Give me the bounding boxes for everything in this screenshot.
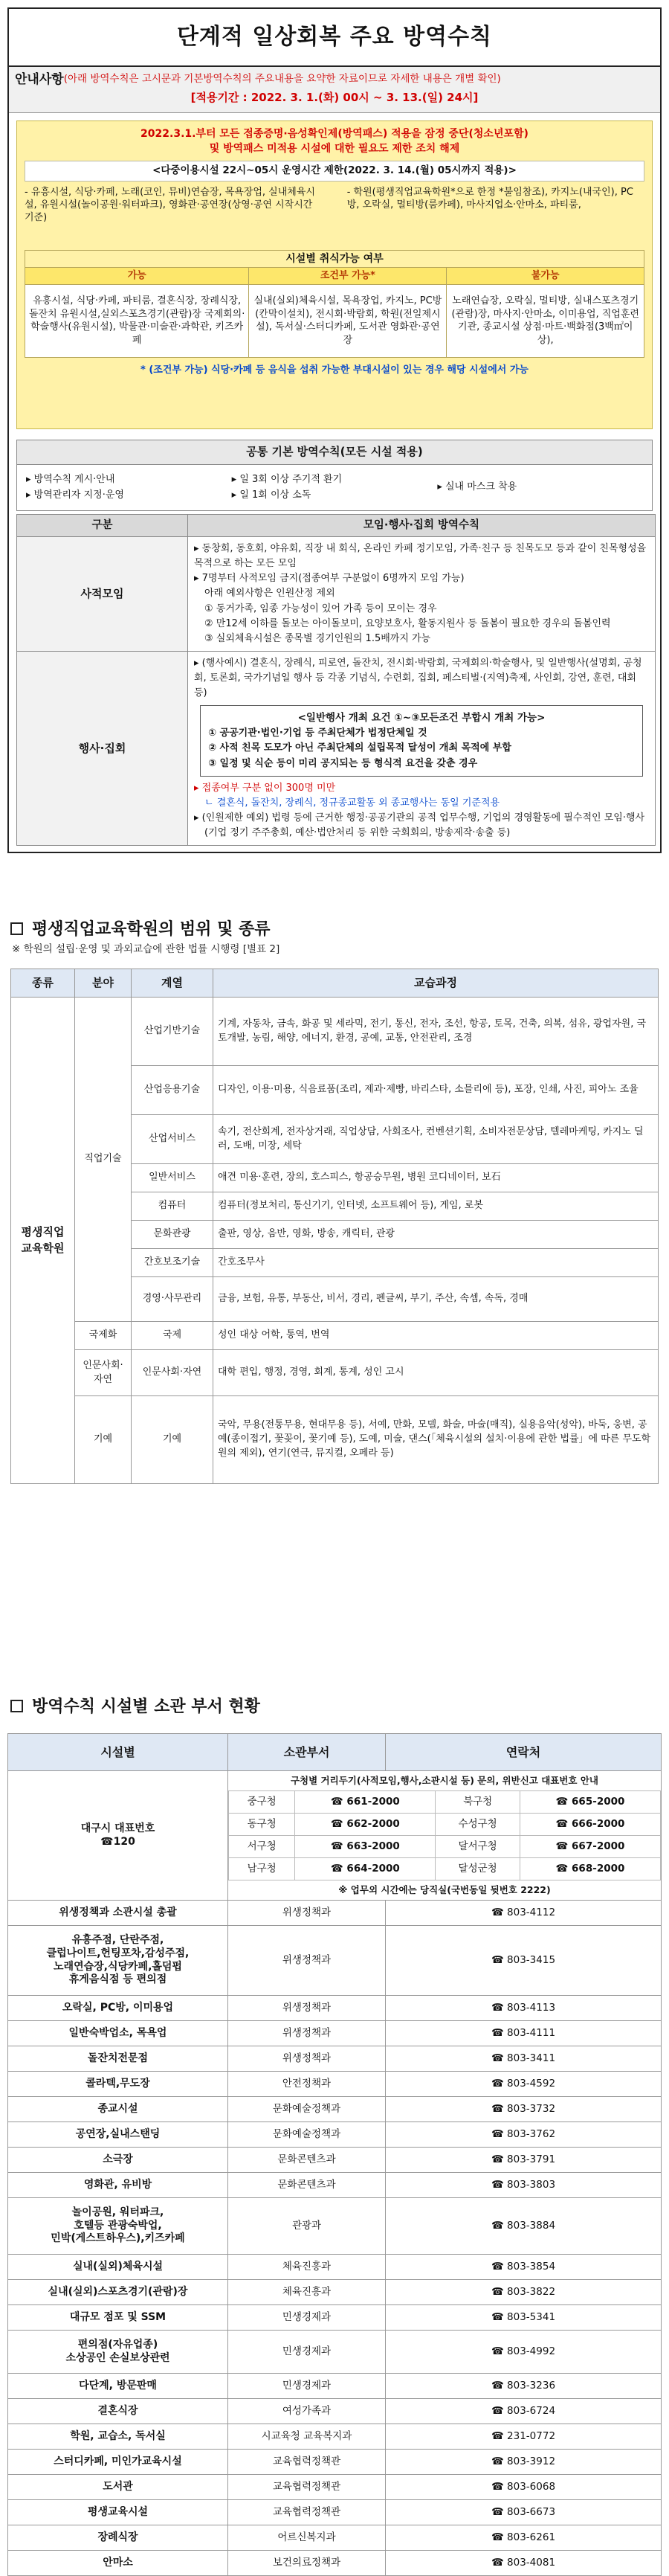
eating-table: [25, 250, 644, 358]
district-phone[interactable]: ☎ 667-2000: [520, 1836, 660, 1858]
phone-cell[interactable]: ☎ 231-0772: [386, 2424, 662, 2450]
notice-head: 안내사항: [15, 72, 64, 87]
facility-cell: 도서관: [8, 2475, 228, 2500]
department-cell: 교육협력정책관: [228, 2500, 386, 2525]
facility-cell: 스터디카페, 미인가교육시설: [8, 2450, 228, 2475]
rule-line: ▸ 7명부터 사적모임 금지(접종여부 구분없이 6명까지 모임 가능): [194, 573, 465, 585]
rule-line: ▸ 접종여부 구분 없이 300명 미만: [194, 782, 336, 794]
th-facility: 시설별: [8, 1734, 228, 1771]
dept-row: [8, 2122, 662, 2148]
col-not-allowed: 불가능: [447, 268, 644, 284]
course-cell: 기계, 자동차, 금속, 화공 및 세라믹, 전기, 통신, 전자, 조선, 항공, 토목, 건축, 의복, 섬유, 광업자원, 국토개발, 농림, 해양, 에너지, 환경, 공예, 교통, 안전관리, 조경: [213, 998, 659, 1066]
field-cell: 국제화: [75, 1322, 132, 1350]
course-cell: 속기, 전산회계, 전자상거래, 직업상담, 사회조사, 컨벤션기획, 소비자전문상담, 텔레마케팅, 카지노 딜러, 도배, 미장, 세탁: [213, 1115, 659, 1164]
department-cell: 문화예술정책과: [228, 2097, 386, 2122]
dept-row: [8, 2500, 662, 2525]
rule-line: ▸ (인원제한 예외) 법령 등에 근거한 행정·공공기관의 공적 업무수행, 기업의 경영활동에 필수적인 모임·행사: [194, 812, 645, 824]
district-name: 수성구청: [436, 1814, 520, 1836]
dept-row: [8, 2475, 662, 2500]
th-series: 계열: [132, 969, 213, 998]
common-item: ▸ 방역관리자 지정·운영: [26, 489, 124, 501]
phone-cell[interactable]: ☎ 803-3822: [386, 2280, 662, 2305]
district-phone[interactable]: ☎ 663-2000: [295, 1836, 436, 1858]
eating-table-caption: 시설별 취식가능 여부: [25, 251, 644, 268]
facility-cell: 종교시설: [8, 2097, 228, 2122]
district-name: 남구청: [229, 1858, 295, 1880]
limit-right: - 학원(평생직업교육학원*으로 한정 *불임참조), 카지노(내국인), PC방, 오락실, 멀티방(룸카페), 마사지업소·안마소, 파티룸,: [346, 187, 633, 211]
academy-scope-table: [10, 969, 659, 1484]
rule-line: ▸ 동창회, 동호회, 야유회, 직장 내 회식, 온라인 카페 정기모임, 가족·친구 등 친목도모 등과 같이 친목형성을 목적으로 하는 모든 모임: [194, 543, 647, 570]
district-name: 달서구청: [436, 1836, 520, 1858]
notice-text: (아래 방역수칙은 고시문과 기본방역수칙의 주요내용을 요약한 자료이므로 자세한 내용은 개별 확인): [63, 73, 501, 85]
district-name: 중구청: [229, 1791, 295, 1814]
event-box-title: <일반행사 개최 요건 ①~③모든조건 부합시 개최 가능>: [297, 712, 546, 725]
department-cell: 관광과: [228, 2198, 386, 2255]
rule-line: ㄴ 결혼식, 돌잔치, 장례식, 정규종교활동 외 종교행사는 동일 기준적용: [204, 797, 500, 809]
rule-line: ③ 실외체육시설은 종목별 경기인원의 1.5배까지 가능: [204, 632, 431, 644]
district-grid: [228, 1790, 661, 1880]
phone-cell[interactable]: ☎ 803-3732: [386, 2097, 662, 2122]
phone-cell[interactable]: ☎ 803-4592: [386, 2072, 662, 2097]
series-cell: 문화관광: [132, 1221, 213, 1249]
department-cell: 문화예술정책과: [228, 2122, 386, 2148]
notice-block: [9, 67, 660, 113]
gathering-rules-table: [16, 514, 656, 846]
phone-cell[interactable]: ☎ 803-4111: [386, 2021, 662, 2046]
field-cell: 기예: [75, 1396, 132, 1484]
th-contact: 연락처: [386, 1734, 662, 1771]
series-cell: 일반서비스: [132, 1164, 213, 1192]
dept-row: [8, 2399, 662, 2424]
dept-row: [8, 1901, 662, 1926]
series-cell: 국제: [132, 1322, 213, 1350]
department-cell: 교육협력정책관: [228, 2450, 386, 2475]
common-item: ▸ 일 1회 이상 소독: [231, 489, 311, 501]
phone-cell[interactable]: ☎ 803-3236: [386, 2374, 662, 2399]
department-cell: 민생경제과: [228, 2331, 386, 2374]
dept-row: [8, 2173, 662, 2198]
phone-cell[interactable]: ☎ 803-4113: [386, 1996, 662, 2021]
event-requirement: ③ 일정 및 식순 등이 미리 공지되는 등 형식적 요건을 갖춘 경우: [208, 757, 478, 769]
course-cell: 애견 미용·훈련, 장의, 호스피스, 항공승무원, 병원 코디네이터, 보石: [213, 1164, 659, 1192]
phone-cell[interactable]: ☎ 803-6068: [386, 2475, 662, 2500]
course-cell: 성인 대상 어학, 통역, 번역: [213, 1322, 659, 1350]
facility-cell: 유흥주점, 단란주점, 클럽나이트,헌팅포차,감성주점, 노래연습장,식당카페,홀덤펍 휴게음식점 등 편의점: [8, 1926, 228, 1996]
department-cell: 문화콘텐츠과: [228, 2148, 386, 2173]
series-cell: 컴퓨터: [132, 1192, 213, 1221]
section3-title: [10, 1696, 260, 1718]
facility-cell: 장례식장: [8, 2525, 228, 2551]
facility-cell: 놀이공원, 워터파크, 호텔등 관광숙박업, 민박(게스트하우스),키즈카페: [8, 2198, 228, 2255]
phone-cell[interactable]: ☎ 803-3803: [386, 2173, 662, 2198]
rule-line: ② 만12세 이하를 돌보는 아이돌보미, 요양보호사, 활동지원사 등 돌봄이 필요한 경우의 돌봄인력: [204, 617, 611, 629]
common-rules-title: 공통 기본 방역수칙(모든 시설 적용): [16, 440, 653, 465]
yellow-line-1: 2022.3.1.부터 모든 접종증명·음성확인제(방역패스) 적용을 잠정 중단(청소년포함): [140, 128, 529, 140]
daegu-main-cell: [8, 1771, 228, 1901]
rule-line: 아래 예외사항은 인원산정 제외: [204, 588, 335, 600]
facility-cell: 돌잔치전문점: [8, 2046, 228, 2072]
event-label: 행사·집회: [17, 651, 188, 845]
common-item: ▸ 실내 마스크 착용: [437, 481, 517, 493]
dept-row: [8, 1996, 662, 2021]
dept-row: [8, 2021, 662, 2046]
dept-row: [8, 2046, 662, 2072]
facility-cell: 실내(실외)스포츠경기(관람)장: [8, 2280, 228, 2305]
district-name: 달성군청: [436, 1858, 520, 1880]
phone-cell[interactable]: ☎ 803-3884: [386, 2198, 662, 2255]
dept-row: [8, 2551, 662, 2576]
series-cell: 산업응용기술: [132, 1066, 213, 1115]
facility-cell: 오락실, PC방, 이미용업: [8, 1996, 228, 2021]
dept-row: [8, 2097, 662, 2122]
rule-line: (기업 정기 주주총회, 예산·법안처리 등 위한 국회회의, 방송제작·송출 등): [204, 827, 511, 839]
section2-title-text: 평생직업교육학원의 범위 및 종류: [32, 920, 271, 939]
col-allowed: 가능: [25, 268, 249, 284]
series-cell: 인문사회·자연: [132, 1350, 213, 1396]
phone-cell[interactable]: ☎ 803-3791: [386, 2148, 662, 2173]
facility-cell: 콜라텍,무도장: [8, 2072, 228, 2097]
limit-left: - 유흥시설, 식당·카페, 노래(코인, 뮤비)연습장, 목욕장업, 실내체육시설, 유원시설(놀이공원·워터파크), 영화관·공연장(상영·공연 시작시간 기준): [25, 187, 315, 224]
dept-row: [8, 2305, 662, 2331]
private-rules: [188, 537, 656, 652]
department-cell: 어르신복지과: [228, 2525, 386, 2551]
department-cell: 시교육청 교육복지과: [228, 2424, 386, 2450]
dept-row: [8, 2148, 662, 2173]
phone-cell[interactable]: ☎ 803-4112: [386, 1901, 662, 1926]
district-name: 북구청: [436, 1791, 520, 1814]
district-phone[interactable]: ☎ 666-2000: [520, 1814, 660, 1836]
phone-cell[interactable]: ☎ 803-4081: [386, 2551, 662, 2576]
quarantine-rules-box: [7, 7, 662, 853]
common-col-3: [437, 480, 643, 495]
field-cell: 인문사회·자연: [75, 1350, 132, 1396]
phone-cell[interactable]: ☎ 803-5341: [386, 2305, 662, 2331]
department-cell: 문화콘텐츠과: [228, 2173, 386, 2198]
department-cell: 안전정책과: [228, 2072, 386, 2097]
th-category: 구분: [17, 515, 188, 537]
district-info-bottom: ※ 업무외 시간에는 당직실(국번동일 뒷번호 2222): [338, 1884, 551, 1895]
dept-row: [8, 2280, 662, 2305]
private-label: 사적모임: [17, 537, 188, 652]
common-item: ▸ 방역수칙 게시·안내: [26, 474, 115, 486]
department-contact-table: [7, 1733, 662, 2576]
dept-row: [8, 2450, 662, 2475]
series-cell: 산업서비스: [132, 1115, 213, 1164]
department-cell: 보건의료정책과: [228, 2551, 386, 2576]
facility-cell: 학원, 교습소, 독서실: [8, 2424, 228, 2450]
district-info-top: 구청별 거리두기(사적모임,행사,소관시설 등) 문의, 위반신고 대표번호 안내: [290, 1775, 599, 1786]
event-rules: [188, 651, 656, 845]
facility-cell: 대규모 점포 및 SSM: [8, 2305, 228, 2331]
th-course: 교습과정: [213, 969, 659, 998]
square-bullet-icon: [10, 922, 23, 935]
section2-note: ※ 학원의 설립·운영 및 과외교습에 관한 법률 시행령 [별표 2]: [12, 943, 280, 955]
field-cell: 직업기술: [75, 998, 132, 1322]
department-cell: 위생정책과: [228, 2021, 386, 2046]
facility-cell: 실내(실외)체육시설: [8, 2255, 228, 2280]
main-title: 단계적 일상회복 주요 방역수칙: [9, 9, 660, 67]
event-requirement: ② 사적 친목 도모가 아닌 주최단체의 설립목적 달성이 개최 목적에 부합: [208, 742, 511, 754]
th-department: 소관부서: [228, 1734, 386, 1771]
th-field: 분야: [75, 969, 132, 998]
dept-row: [8, 2198, 662, 2255]
district-phone[interactable]: ☎ 662-2000: [295, 1814, 436, 1836]
operating-limit: <다중이용시설 22시~05시 운영시간 제한(2022. 3. 14.(월) 05시까지 적용)>: [25, 161, 644, 182]
col-conditional: 조건부 가능*: [249, 268, 447, 284]
conditional-list: 실내(실외)체육시설, 목욕장업, 카지노, PC방(칸막이설치), 전시회·박람회, 학원(전일제시설), 독서실·스터디카페, 도서관 영화관·공연장: [249, 284, 447, 357]
district-phone[interactable]: ☎ 665-2000: [520, 1791, 660, 1814]
dept-rows: [8, 1901, 662, 2576]
yellow-foot: * (조건부 가능) 식당·카페 등 음식을 섭취 가능한 부대시설이 있는 경우 해당 시설에서 가능: [140, 364, 529, 376]
facility-cell: 영화관, 유비방: [8, 2173, 228, 2198]
department-cell: 위생정책과: [228, 1926, 386, 1996]
facility-cell: 결혼식장: [8, 2399, 228, 2424]
facility-cell: 안마소: [8, 2551, 228, 2576]
course-cell: 간호조무사: [213, 1249, 659, 1277]
event-requirements-box: [200, 705, 643, 776]
rule-line: ▸ (행사예시) 결혼식, 장례식, 피로연, 돌잔치, 전시회·박람회, 국제회의·학술행사, 및 일반행사(설명회, 공청회, 토론회, 국가기념일 행사 등 각종 기념식, 수련회, 집회, 페스티벌·(지역)축제, 사인회, 강연, 훈련, 대회 등): [194, 657, 642, 699]
department-cell: 위생정책과: [228, 1996, 386, 2021]
series-cell: 간호보조기술: [132, 1249, 213, 1277]
course-cell: 금융, 보험, 유통, 부동산, 비서, 경리, 펜글씨, 부기, 주산, 속셈, 속독, 경매: [213, 1277, 659, 1322]
series-cell: 산업기반기술: [132, 998, 213, 1066]
dept-row: [8, 2072, 662, 2097]
dept-row: [8, 2331, 662, 2374]
department-cell: 위생정책과: [228, 1901, 386, 1926]
facility-cell: 일반숙박업소, 목욕업: [8, 2021, 228, 2046]
department-cell: 체육진흥과: [228, 2255, 386, 2280]
department-cell: 여성가족과: [228, 2399, 386, 2424]
department-cell: 교육협력정책관: [228, 2475, 386, 2500]
dept-row: [8, 2255, 662, 2280]
phone-cell[interactable]: ☎ 803-3411: [386, 2046, 662, 2072]
type-label: 평생직업 교육학원: [21, 1224, 65, 1255]
facility-cell: 공연장,실내스탠딩: [8, 2122, 228, 2148]
department-cell: 민생경제과: [228, 2305, 386, 2331]
square-bullet-icon: [10, 1700, 23, 1712]
district-row: [229, 1814, 661, 1836]
dept-row: [8, 2374, 662, 2399]
period: [적용기간 : 2022. 3. 1.(화) 00시 ~ 3. 13.(일) 24시]: [190, 91, 479, 105]
dept-row: [8, 2424, 662, 2450]
district-row: [229, 1858, 661, 1880]
facility-cell: 소극장: [8, 2148, 228, 2173]
phone-cell[interactable]: ☎ 803-3762: [386, 2122, 662, 2148]
course-cell: 출판, 영상, 음반, 영화, 방송, 캐릭터, 관광: [213, 1221, 659, 1249]
department-cell: 체육진흥과: [228, 2280, 386, 2305]
dept-row: [8, 2525, 662, 2551]
event-requirement: ① 공공기관·법인·기업 등 주최단체가 법정단체일 것: [208, 727, 427, 739]
district-phone[interactable]: ☎ 661-2000: [295, 1791, 436, 1814]
district-row: [229, 1836, 661, 1858]
phone-cell[interactable]: ☎ 803-6673: [386, 2500, 662, 2525]
district-name: 서구청: [229, 1836, 295, 1858]
facility-cell: 평생교육시설: [8, 2500, 228, 2525]
yellow-line-2: 및 방역패스 미적용 시설에 대한 필요도 제한 조치 해제: [209, 142, 460, 155]
course-cell: 대학 편입, 행정, 경영, 회계, 통계, 성인 고시: [213, 1350, 659, 1396]
phone-cell[interactable]: ☎ 803-3415: [386, 1926, 662, 1996]
phone-cell[interactable]: ☎ 803-4992: [386, 2331, 662, 2374]
district-row: [229, 1791, 661, 1814]
rule-line: ① 동거가족, 임종 가능성이 있어 가족 등이 모이는 경우: [204, 603, 437, 614]
district-phone[interactable]: ☎ 664-2000: [295, 1858, 436, 1880]
facility-cell: 다단계, 방문판매: [8, 2374, 228, 2399]
phone-cell[interactable]: ☎ 803-3854: [386, 2255, 662, 2280]
section2-title: [10, 919, 271, 940]
phone-cell[interactable]: ☎ 803-3912: [386, 2450, 662, 2475]
series-cell: 경영·사무관리: [132, 1277, 213, 1322]
common-col-2: [232, 472, 438, 502]
section3-title-text: 방역수칙 시설별 소관 부서 현황: [32, 1697, 260, 1716]
allowed-list: 유흥시설, 식당·카페, 파티룸, 결혼식장, 장례식장, 돌잔치 유원시설,실외스포츠경기(관람)장 국제회의·학술행사(유원시설), 박물관·미술관·과학관, 키즈카페: [25, 284, 249, 357]
department-cell: 민생경제과: [228, 2374, 386, 2399]
daegu-label: 대구시 대표번호: [80, 1822, 155, 1834]
common-col-1: [26, 472, 232, 502]
not-allowed-list: 노래연습장, 오락실, 멀티방, 실내스포츠경기(관람)장, 마사지·안마소, 이미용업, 직업훈련기관, 종교시설 상점·마트·백화점(3백㎡이상),: [447, 284, 644, 357]
common-rules: [16, 465, 653, 511]
limit-list: [25, 186, 644, 244]
passport-suspension-box: [16, 121, 653, 429]
course-cell: 국악, 무용(전통무용, 현대무용 등), 서예, 만화, 모델, 화술, 마술(매직), 실용음악(성악), 바둑, 웅변, 공예(종이접기, 꽃꽂이, 꽃기예 등), 도예, 미술, 댄스(「체육시설의 설치·이용에 관한 법률」에 따른 무도학원의 제외), 연기(연극, 뮤지컬, 오페라 등): [213, 1396, 659, 1484]
dept-row: [8, 1926, 662, 1996]
course-cell: 디자인, 이용·미용, 식음료품(조리, 제과·제빵, 바리스타, 소믈리에 등), 포장, 인쇄, 사진, 피아노 조율: [213, 1066, 659, 1115]
district-phone[interactable]: ☎ 668-2000: [520, 1858, 660, 1880]
facility-cell: 위생정책과 소관시설 총괄: [8, 1901, 228, 1926]
th-rules: 모임·행사·집회 방역수칙: [188, 515, 656, 537]
course-cell: 컴퓨터(정보처리, 통신기기, 인터넷, 소프트웨어 등), 게임, 로봇: [213, 1192, 659, 1221]
district-info: [228, 1771, 662, 1901]
district-name: 동구청: [229, 1814, 295, 1836]
phone-cell[interactable]: ☎ 803-6724: [386, 2399, 662, 2424]
common-item: ▸ 일 3회 이상 주기적 환기: [231, 474, 343, 486]
daegu-number[interactable]: ☎120: [100, 1835, 135, 1848]
phone-cell[interactable]: ☎ 803-6261: [386, 2525, 662, 2551]
th-type: 종류: [11, 969, 75, 998]
department-cell: 위생정책과: [228, 2046, 386, 2072]
type-cell: [11, 998, 75, 1484]
facility-cell: 편의점(자유업종) 소상공인 손실보상관련: [8, 2331, 228, 2374]
series-cell: 기예: [132, 1396, 213, 1484]
